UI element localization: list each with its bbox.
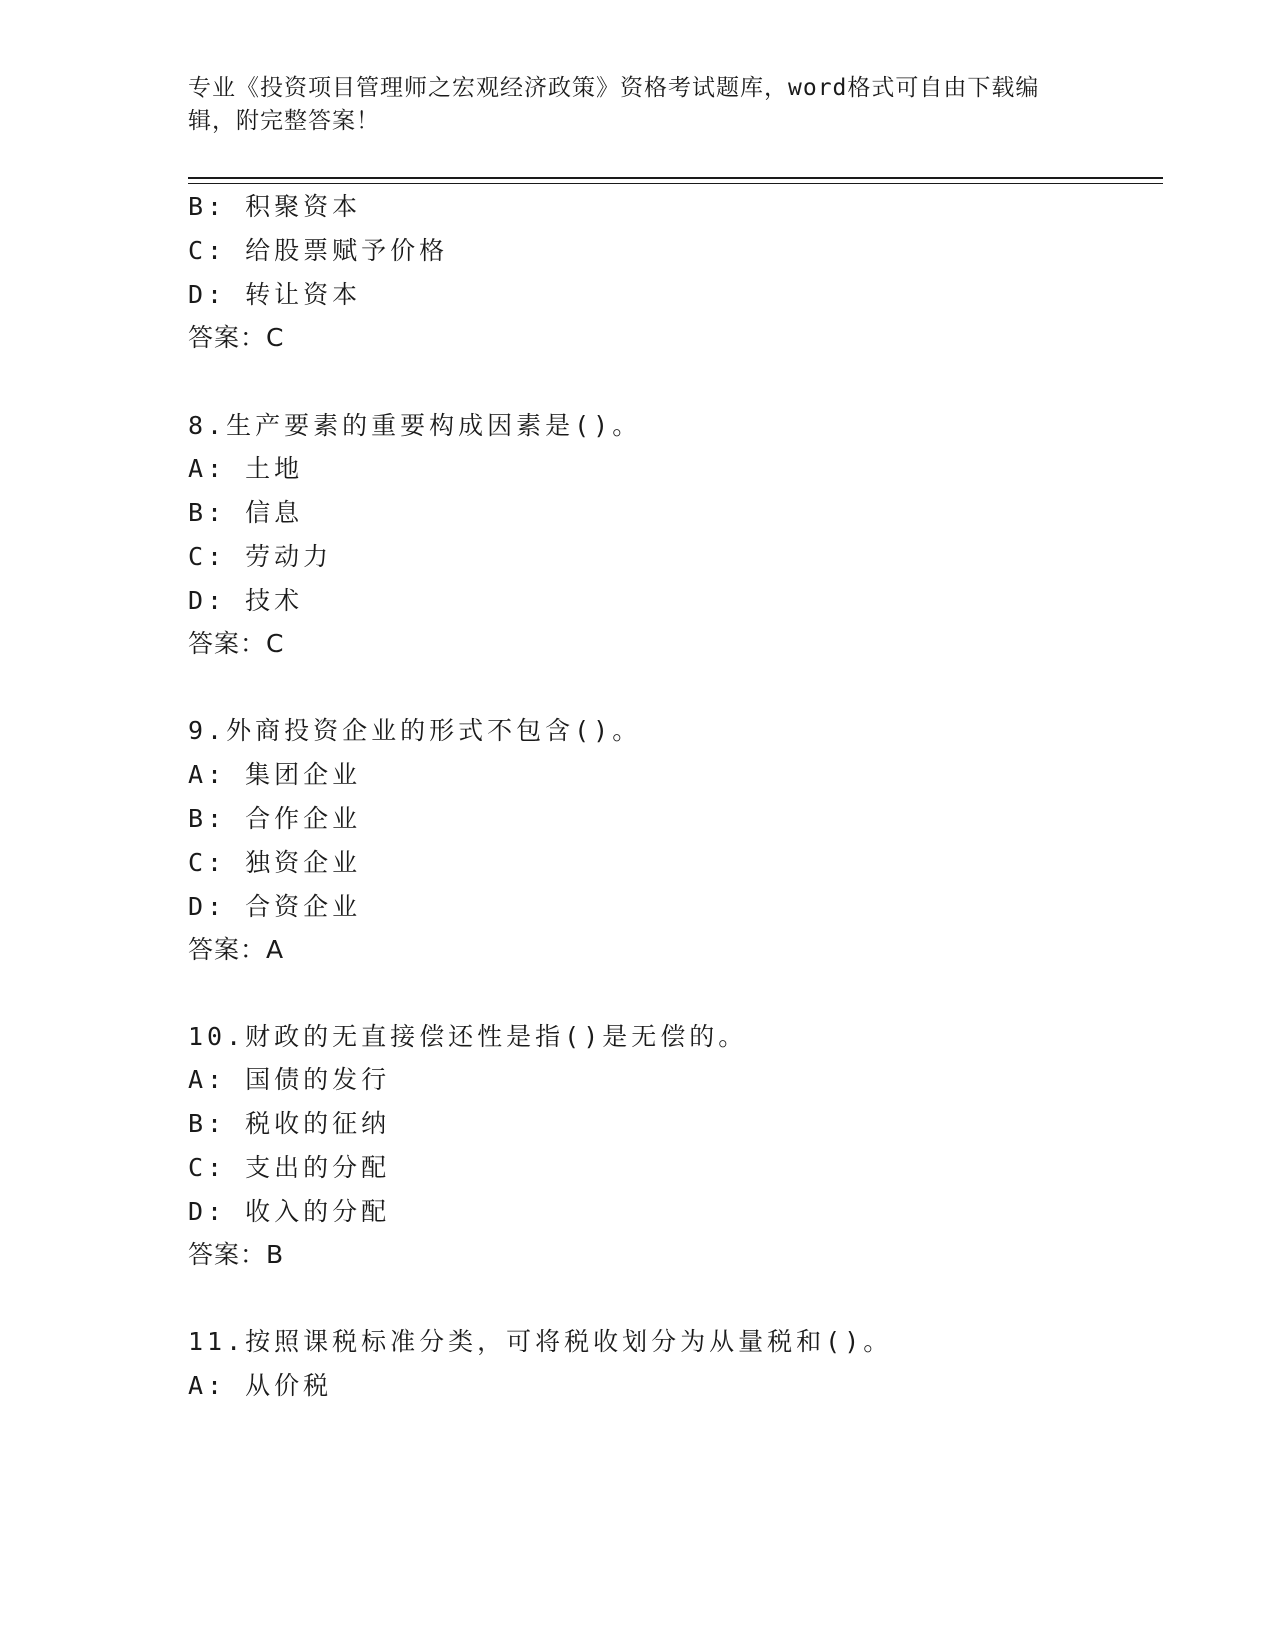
header-line-1: 专业《投资项目管理师之宏观经济政策》资格考试题库，word格式可自由下载编: [188, 75, 1040, 101]
q9-option-a: A: 集团企业: [188, 760, 362, 789]
q10-option-c: C: 支出的分配: [188, 1153, 391, 1182]
q8-option-b: B: 信息: [188, 498, 304, 527]
q9-stem: 9.外商投资企业的形式不包含()。: [188, 716, 642, 745]
q11-stem: 11.按照课税标准分类，可将税收划分为从量税和()。: [188, 1327, 893, 1356]
header-rule-thick: [188, 177, 1163, 179]
q8-answer: 答案：C: [188, 629, 285, 658]
q8-stem: 8.生产要素的重要构成因素是()。: [188, 411, 642, 440]
q9-option-d: D: 合资企业: [188, 892, 362, 921]
header-rule-thin: [188, 183, 1163, 184]
q8-option-c: C: 劳动力: [188, 542, 333, 571]
q8-option-d: D: 技术: [188, 586, 304, 615]
q7-option-b: B: 积聚资本: [188, 192, 362, 221]
q8-option-a: A: 土地: [188, 454, 304, 483]
q7-option-d: D: 转让资本: [188, 280, 362, 309]
header-line-2: 辑，附完整答案！: [188, 108, 380, 134]
q10-option-b: B: 税收的征纳: [188, 1109, 391, 1138]
q10-stem: 10.财政的无直接偿还性是指()是无偿的。: [188, 1022, 748, 1051]
q10-answer: 答案：B: [188, 1240, 285, 1269]
q11-option-a: A: 从价税: [188, 1371, 333, 1400]
q7-option-c: C: 给股票赋予价格: [188, 236, 449, 265]
q9-option-c: C: 独资企业: [188, 848, 362, 877]
document-header: [188, 72, 1088, 138]
q10-option-d: D: 收入的分配: [188, 1197, 391, 1226]
q10-option-a: A: 国债的发行: [188, 1065, 391, 1094]
q7-answer: 答案：C: [188, 323, 285, 352]
q9-option-b: B: 合作企业: [188, 804, 362, 833]
q9-answer: 答案：A: [188, 935, 285, 964]
